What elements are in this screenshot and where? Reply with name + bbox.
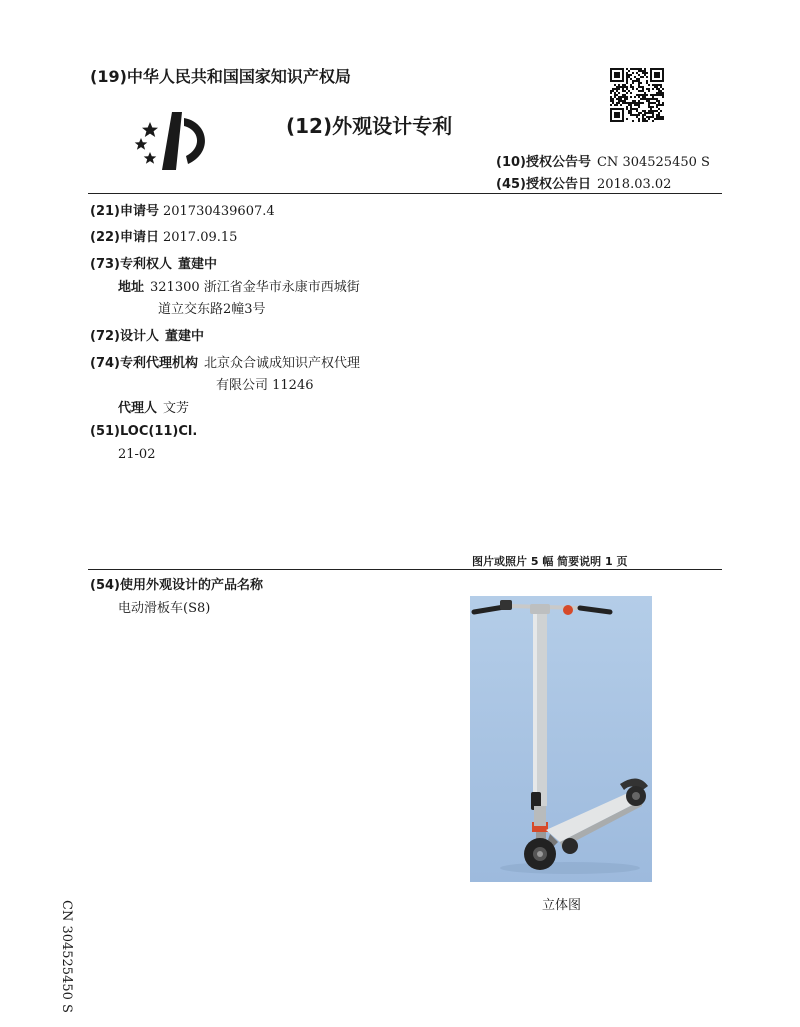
view-caption: 立体图 bbox=[542, 898, 582, 913]
scooter-photo bbox=[470, 596, 652, 882]
designer: 董建中 bbox=[164, 329, 204, 344]
product-name-label: (54)使用外观设计的产品名称 bbox=[90, 578, 263, 593]
address-row bbox=[118, 276, 360, 295]
agency-label: (74)专利代理机构 bbox=[90, 356, 198, 371]
pub-date: 2018.03.02 bbox=[596, 177, 672, 192]
agent: 文芳 bbox=[163, 401, 190, 416]
app-date: 2017.09.15 bbox=[162, 230, 238, 245]
pub-number-row bbox=[496, 151, 710, 170]
pub-date-row bbox=[496, 173, 671, 192]
address-label: 地址 bbox=[118, 280, 145, 295]
summary-divider bbox=[88, 569, 722, 570]
office-name: (19)中华人民共和国国家知识产权局 bbox=[90, 67, 351, 86]
pub-number-label: (10)授权公告号 bbox=[496, 155, 591, 170]
cnipa-emblem bbox=[128, 108, 210, 176]
agency-line1: 北京众合诚成知识产权代理 bbox=[203, 356, 360, 371]
header-divider bbox=[88, 193, 722, 194]
agency-row bbox=[90, 352, 360, 371]
product-name: 电动滑板车(S8) bbox=[118, 601, 211, 616]
agency-line2: 有限公司 11246 bbox=[216, 378, 314, 393]
side-number: CN 304525450 S bbox=[59, 900, 74, 1013]
address-line1: 321300 浙江省金华市永康市西城街 bbox=[150, 280, 360, 295]
owner: 董建中 bbox=[177, 257, 217, 272]
address-line2: 道立交东路2幢3号 bbox=[158, 302, 266, 317]
agent-label: 代理人 bbox=[118, 401, 158, 416]
qr-code bbox=[610, 68, 664, 122]
patent-type-title: (12)外观设计专利 bbox=[286, 114, 453, 138]
owner-label: (73)专利权人 bbox=[90, 257, 172, 272]
loc-label: (51)LOC(11)Cl. bbox=[90, 424, 198, 439]
app-date-row bbox=[90, 226, 237, 245]
app-no: 201730439607.4 bbox=[162, 204, 275, 219]
designer-label: (72)设计人 bbox=[90, 329, 159, 344]
app-no-label: (21)申请号 bbox=[90, 204, 159, 219]
pub-number: CN 304525450 S bbox=[596, 155, 710, 170]
owner-row bbox=[90, 253, 217, 272]
designer-row bbox=[90, 325, 204, 344]
pub-date-label: (45)授权公告日 bbox=[496, 177, 591, 192]
app-no-row bbox=[90, 200, 275, 219]
app-date-label: (22)申请日 bbox=[90, 230, 159, 245]
agent-row bbox=[118, 397, 189, 416]
summary-line: 图片或照片 5 幅 简要说明 1 页 bbox=[472, 555, 628, 568]
loc-value: 21-02 bbox=[118, 447, 156, 462]
